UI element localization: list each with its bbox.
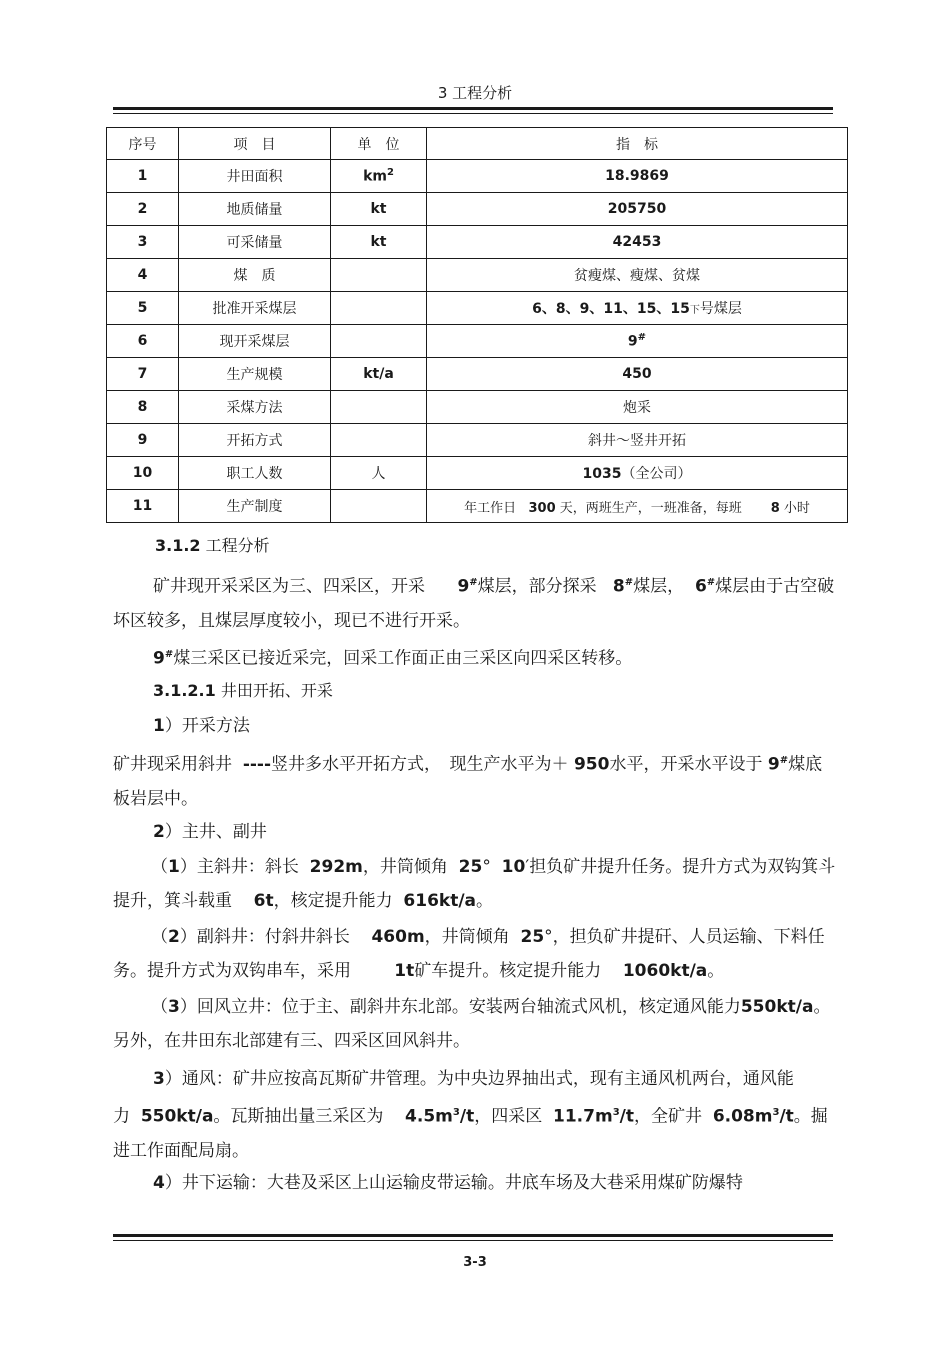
- text: 矿井现采用斜井: [113, 754, 232, 775]
- cell-value: [427, 457, 848, 490]
- item-title: ）开采方法: [164, 716, 250, 736]
- cell-item: 井田面积: [179, 160, 331, 193]
- degree-sign: °: [482, 857, 491, 877]
- text: ，四采区: [474, 1106, 543, 1127]
- cell-item: 批准开采煤层: [179, 292, 331, 325]
- cell-no: 1: [107, 160, 179, 193]
- mine-spec-table: [106, 127, 848, 523]
- paragraph-transfer: [113, 638, 838, 676]
- cell-value: [427, 292, 848, 325]
- section-heading-312: [155, 529, 880, 563]
- cell-value: 450: [427, 358, 848, 391]
- text: ，井筒倾角: [424, 927, 510, 947]
- page-number: 3-3: [463, 1255, 487, 1270]
- superscript: #: [469, 577, 478, 588]
- table-header-row: [107, 128, 848, 160]
- value-text: 6、8、9、11、15、15: [532, 301, 690, 317]
- item-number: 1: [153, 716, 165, 736]
- cell-no: 8: [107, 391, 179, 424]
- superscript: 3: [452, 1107, 460, 1118]
- text: ，全矿井: [634, 1106, 702, 1127]
- text: 。: [476, 891, 494, 911]
- text: （: [151, 997, 168, 1017]
- text: ）井下运输：大巷及采区上山运输皮带运输。井底车场及大巷采用煤矿防爆特: [164, 1173, 743, 1193]
- text: 。掘进工作面配局扇。: [113, 1106, 828, 1161]
- unit-superscript: 2: [386, 167, 394, 179]
- table-row: [107, 325, 848, 358]
- cell-no: 9: [107, 424, 179, 457]
- cell-unit: kt: [331, 193, 427, 226]
- cell-unit: kt: [331, 226, 427, 259]
- cell-value: 205750: [427, 193, 848, 226]
- superscript: 3: [772, 1107, 780, 1118]
- cell-unit: [331, 391, 427, 424]
- degree-sign: °: [544, 927, 553, 947]
- text: 水平，开采水平设于: [609, 754, 763, 775]
- cell-no: 5: [107, 292, 179, 325]
- text: 煤层，: [633, 576, 685, 597]
- cell-unit: [331, 160, 427, 193]
- value-text: 9: [627, 333, 638, 350]
- level-number: 950: [573, 754, 610, 775]
- value-subscript: 下: [689, 305, 700, 316]
- value-pre: 年工作日: [464, 500, 517, 516]
- load: 6t: [253, 891, 274, 911]
- superscript: #: [164, 649, 174, 660]
- table-row: [107, 391, 848, 424]
- cell-unit: [331, 490, 427, 523]
- value-text: 300: [528, 500, 556, 516]
- section-title: 井田开拓、开采: [220, 681, 333, 700]
- table-row: [107, 226, 848, 259]
- capacity: 550kt/a: [740, 997, 814, 1017]
- value-tail: 号煤层: [699, 301, 742, 317]
- paragraph-development: [113, 744, 838, 816]
- text: 矿井现开采采区为三、四采区，开采: [153, 576, 425, 597]
- table-row: [107, 490, 848, 523]
- superscript: #: [706, 577, 716, 588]
- table-row: [107, 358, 848, 391]
- cell-unit: 人: [331, 457, 427, 490]
- paragraph-auxiliary-incline: [113, 920, 838, 988]
- cell-value: 炮采: [427, 391, 848, 424]
- cell-item: 现开采煤层: [179, 325, 331, 358]
- value-tail: （全公司）: [621, 466, 692, 482]
- text: 竖井多水平开拓方式， 现生产水平为＋: [271, 754, 569, 775]
- cell-item: 采煤方法: [179, 391, 331, 424]
- gas-rate: 6.08m: [712, 1106, 773, 1127]
- col-header-unit: 单 位: [331, 128, 427, 160]
- cell-value: [427, 490, 848, 523]
- cell-item: 开拓方式: [179, 424, 331, 457]
- unit: /t: [619, 1106, 634, 1127]
- cell-no: 7: [107, 358, 179, 391]
- superscript: 3: [612, 1107, 620, 1118]
- header-rule-thin: [113, 113, 833, 114]
- text: 。: [707, 961, 725, 981]
- cell-value: 42453: [427, 226, 848, 259]
- cell-value: [427, 325, 848, 358]
- cell-unit: [331, 259, 427, 292]
- seam-number: 8: [612, 576, 625, 597]
- value-num2: 8: [770, 500, 780, 516]
- cell-no: 6: [107, 325, 179, 358]
- text: 。另外，在井田东北部建有三、四采区回风斜井。: [113, 997, 831, 1051]
- footer-rule-thick: [113, 1234, 833, 1237]
- text: ，核定提升能力: [273, 891, 393, 911]
- cell-no: 4: [107, 259, 179, 292]
- col-header-value: 指 标: [427, 128, 848, 160]
- cell-item: 职工人数: [179, 457, 331, 490]
- value-tail: 天，两班生产，一班准备，每班: [559, 500, 742, 516]
- unit-text: km: [363, 168, 387, 185]
- table-row: [107, 160, 848, 193]
- unit: /t: [459, 1106, 475, 1127]
- text: 煤层由于古空破坏区较多，且煤层厚度较小，现已不进行开采。: [113, 576, 835, 631]
- superscript: #: [779, 755, 789, 766]
- capacity: 550kt/a: [140, 1106, 214, 1127]
- text: ，担负矿井提矸、人员运输、下料任务。提升方式为双钩串车，采用: [113, 927, 825, 981]
- gas-rate: 11.7m: [553, 1106, 613, 1127]
- angle: 25: [520, 927, 545, 947]
- paragraph-transport: [113, 1166, 838, 1200]
- cell-value: 贫瘦煤、瘦煤、贫煤: [427, 259, 848, 292]
- text: （: [151, 927, 168, 947]
- text: ，井筒倾角: [362, 857, 448, 877]
- text: ）通风：矿井应按高瓦斯矿井管理。为中央边界抽出式，现有主通风机两台，通风能力: [113, 1069, 794, 1127]
- section-title: 工程分析: [205, 536, 270, 555]
- text: ）副斜井：付斜井斜长: [179, 927, 350, 947]
- running-header: 3 工程分析: [437, 84, 513, 102]
- cell-item: 生产规模: [179, 358, 331, 391]
- section-number: 3.1.2: [155, 536, 201, 555]
- text: 担负矿井提升任务。提升方式为双钩箕斗提升，箕斗载重: [113, 857, 836, 911]
- cell-value: 斜井～竖井开拓: [427, 424, 848, 457]
- cell-item: 地质储量: [179, 193, 331, 226]
- superscript: #: [624, 577, 634, 588]
- text: ）回风立井：位于主、副斜井东北部。安装两台轴流式风机，核定通风能力: [179, 997, 741, 1017]
- minutes: 10: [501, 857, 526, 877]
- table-row: [107, 457, 848, 490]
- paragraph-ventilation: [113, 1062, 838, 1168]
- table-row: [107, 259, 848, 292]
- col-header-item: 项 目: [179, 128, 331, 160]
- col-header-no: 序号: [107, 128, 179, 160]
- cell-unit: [331, 325, 427, 358]
- unit: /t: [779, 1106, 794, 1127]
- text: 矿车提升。核定提升能力: [414, 961, 602, 981]
- capacity: 616kt/a: [403, 891, 477, 911]
- cell-no: 3: [107, 226, 179, 259]
- cell-value: 18.9869: [427, 160, 848, 193]
- paragraph-main-incline: [113, 850, 838, 918]
- cell-no: 10: [107, 457, 179, 490]
- sub-number: 2: [168, 927, 180, 947]
- item-number: 4: [153, 1173, 165, 1193]
- capacity: 1060kt/a: [622, 961, 708, 981]
- angle: 25: [458, 857, 483, 877]
- paragraph-mining-areas: [113, 566, 838, 638]
- seam-number: 6: [694, 576, 707, 597]
- item-title: ）主井、副井: [164, 822, 267, 842]
- header-rule-thick: [113, 107, 833, 110]
- paragraph-return-shaft: [113, 990, 838, 1058]
- text: ）主斜井：斜长: [179, 857, 299, 877]
- dash: ----: [242, 754, 272, 775]
- text: （: [151, 857, 168, 877]
- item-heading-1: [153, 709, 878, 743]
- seam-number: 9: [457, 576, 470, 597]
- cell-unit: kt/a: [331, 358, 427, 391]
- cell-no: 2: [107, 193, 179, 226]
- seam-number: 9: [767, 754, 780, 775]
- prime-sign: ′: [525, 857, 530, 877]
- car-size: 1t: [394, 961, 415, 981]
- footer-rule-thin: [113, 1240, 833, 1241]
- gas-rate: 4.5m: [405, 1106, 453, 1127]
- table-row: [107, 292, 848, 325]
- text: 煤层，部分探采: [477, 576, 597, 597]
- table-row: [107, 193, 848, 226]
- text: 煤底板岩层中。: [113, 754, 823, 809]
- text: 。瓦斯抽出量三采区为: [213, 1106, 384, 1127]
- cell-item: 生产制度: [179, 490, 331, 523]
- cell-unit: [331, 292, 427, 325]
- sub-number: 1: [168, 857, 180, 877]
- item-number: 2: [153, 822, 165, 842]
- length: 460m: [371, 927, 425, 947]
- value-superscript: #: [637, 332, 647, 344]
- cell-no: 11: [107, 490, 179, 523]
- seam-number: 9: [153, 648, 165, 669]
- cell-item: 可采储量: [179, 226, 331, 259]
- text: 煤三采区已接近采完，回采工作面正由三采区向四采区转移。: [173, 648, 633, 669]
- value-text: 1035: [582, 466, 622, 482]
- section-heading-3121: [153, 674, 878, 708]
- value-tail2: 小时: [783, 500, 810, 516]
- sub-number: 3: [168, 997, 180, 1017]
- cell-item: 煤 质: [179, 259, 331, 292]
- section-number: 3.1.2.1: [153, 681, 216, 700]
- table-row: [107, 424, 848, 457]
- length: 292m: [309, 857, 363, 877]
- item-number: 3: [153, 1069, 165, 1089]
- cell-unit: [331, 424, 427, 457]
- item-heading-2: [153, 815, 878, 849]
